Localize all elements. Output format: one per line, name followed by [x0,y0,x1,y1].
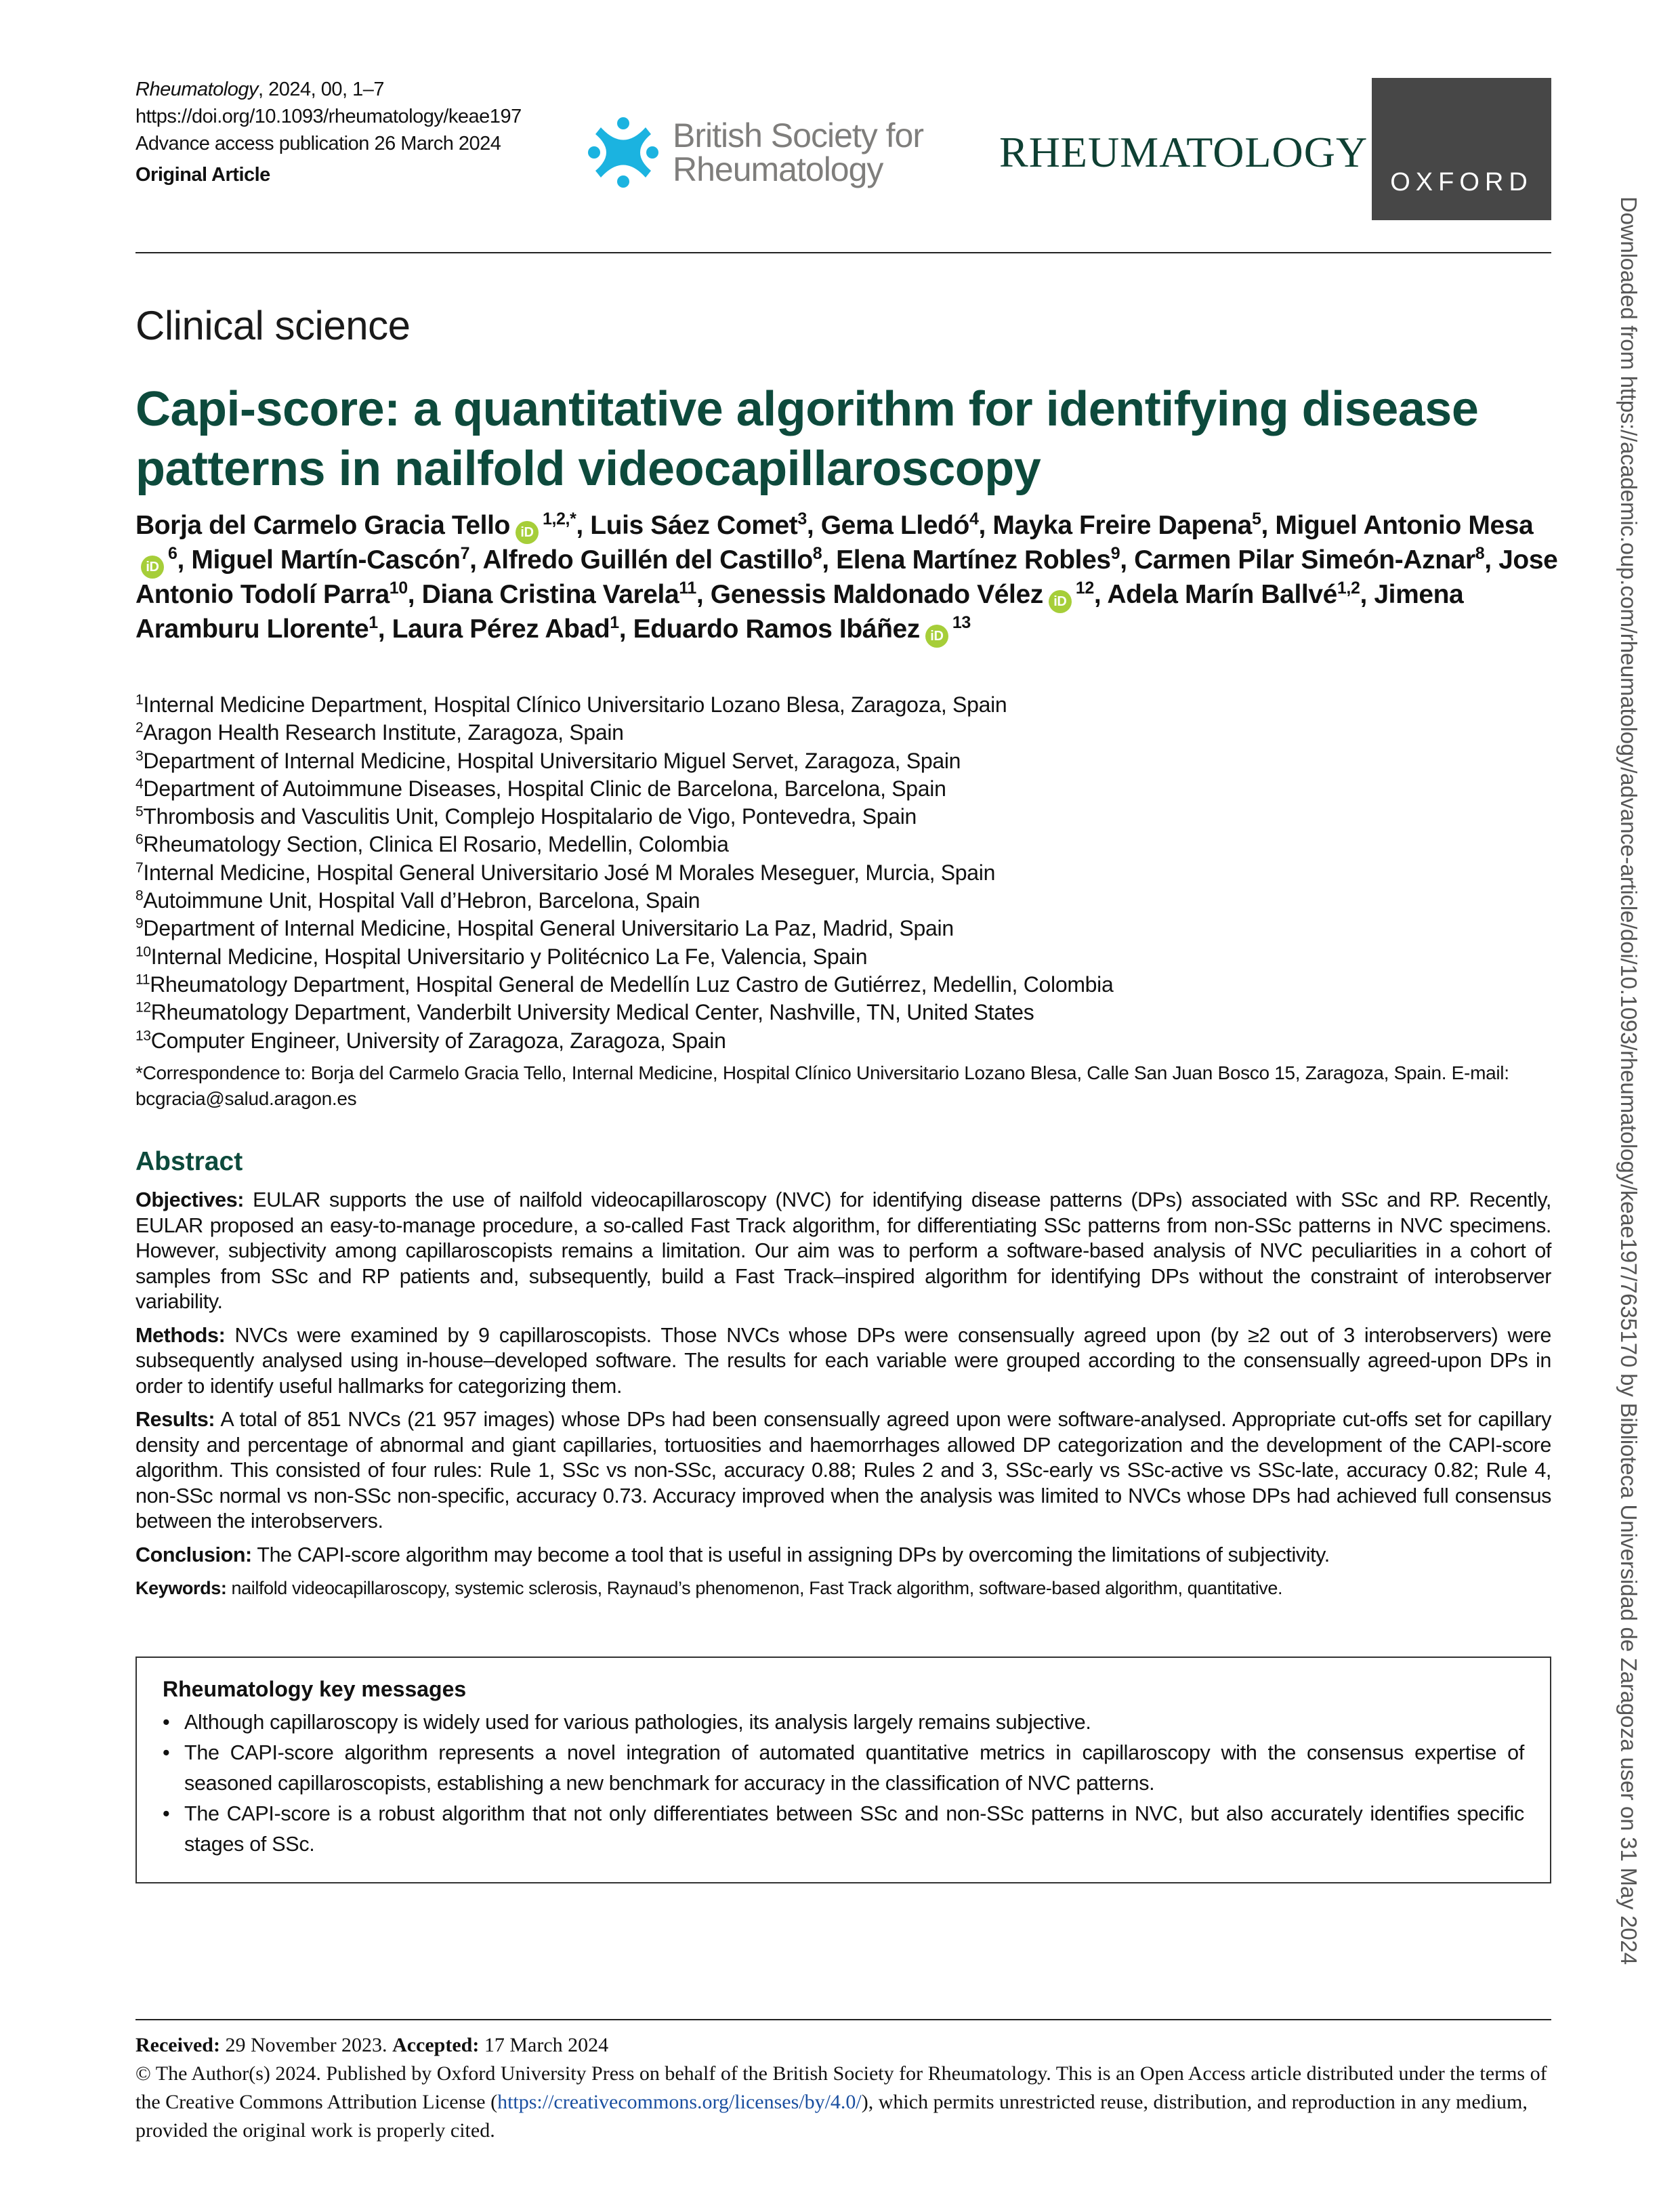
header-divider [135,252,1551,253]
conclusion-text: The CAPI-score algorithm may become a tool that is useful in assigning DPs by overcoming the limitations of subjectivity. [257,1543,1330,1566]
affiliation-number: 11 [135,972,150,988]
affiliation-text: Rheumatology Department, Vanderbilt University Medical Center, Nashville, TN, United States [150,1000,1034,1025]
accepted-label: Accepted: [392,2034,480,2056]
received-label: Received: [135,2034,220,2056]
author-affiliation-marker: 8 [812,544,822,563]
affiliation-number: 1 [135,692,144,708]
author [392,615,619,644]
abstract-methods [135,1323,1551,1400]
affiliation-list [135,691,1113,1055]
author-name: Gema Lledó [820,511,969,540]
abstract-heading: Abstract [135,1147,243,1176]
abstract-objectives [135,1188,1551,1315]
author-name: Diana Cristina Varela [421,580,679,609]
key-message: • The CAPI-score algorithm represents a novel integration of automated quantitative metrics in capillaroscopy with the consensus expertise of seasoned capillaroscopists, establishing a new benchmark for accuracy in the classification of NVC patterns. [163,1738,1524,1799]
orcid-icon[interactable]: iD [1049,590,1072,613]
author-name: Miguel Antonio Mesa [1275,511,1534,540]
author-name: Eduardo Ramos Ibáñez [633,615,920,644]
footer-divider [135,2019,1551,2020]
author-name: Mayka Freire Dapena [992,511,1252,540]
key-messages-box [135,1657,1551,1883]
author-affiliation-marker: 4 [969,509,979,528]
download-note: Downloaded from https://academic.oup.com/rheumatology/advance-article/doi/10.1093/rheumatology/keae197/7635170 by Biblioteca Universidad de Zaragoza user on 31 May 2024 [1616,196,1641,1965]
author-affiliation-marker: 1 [369,613,378,632]
orcid-icon[interactable]: iD [925,625,948,648]
author [483,545,822,575]
key-messages-heading: Rheumatology key messages [163,1677,467,1701]
affiliation [135,803,1113,831]
orcid-icon[interactable]: iD [516,521,539,544]
author-affiliation-marker: 13 [952,613,971,632]
affiliation-text: Internal Medicine Department, Hospital Clínico Universitario Lozano Blesa, Zaragoza, Spain [143,692,1007,717]
affiliation-number: 12 [135,999,151,1016]
bsr-figure-icon [586,115,660,190]
author-affiliation-marker: 3 [797,509,807,528]
key-message: • Although capillaroscopy is widely used for various pathologies, its analysis largely remains subjective. [163,1707,1524,1738]
license-text-b: ), which permits unrestricted reuse, distribution, and reproduction in any medium, provided the original work is properly cited. [135,2091,1528,2142]
author-affiliation-marker: 7 [460,544,470,563]
affiliation [135,887,1113,915]
article-type: Original Article [135,164,270,186]
key-message: • The CAPI-score is a robust algorithm that not only differentiates between SSc and non-SSc patterns in NVC, but also accurately identifies specific stages of SSc. [163,1799,1524,1860]
author [191,545,469,575]
affiliation [135,831,1113,858]
journal-name: Rheumatology [135,79,258,100]
doi-link[interactable]: https://doi.org/10.1093/rheumatology/keae197 [135,106,522,127]
affiliation [135,943,1113,971]
oxford-logo: OXFORD [1372,78,1551,220]
affiliation-number: 9 [135,915,144,932]
author [590,511,807,540]
article-title: Capi-score: a quantitative algorithm for identifying disease patterns in nailfold videocapillaroscopy [135,382,1479,496]
affiliation [135,747,1113,775]
affiliation [135,915,1113,942]
author-name: Jimena Aramburu Llorente [135,580,1464,644]
affiliation-text: Internal Medicine, Hospital Universitario y Politécnico La Fe, Valencia, Spain [150,944,868,969]
author-affiliation-marker: 5 [1251,509,1261,528]
author-name: Laura Pérez Abad [392,615,610,644]
affiliation-text: Computer Engineer, University of Zaragoza, Zaragoza, Spain [150,1028,726,1053]
affiliation-text: Department of Autoimmune Diseases, Hospital Clinic de Barcelona, Barcelona, Spain [143,776,946,801]
license-text [135,2060,1551,2145]
license-text-a: © The Author(s) 2024. Published by Oxford University Press on behalf of the British Society for Rheumatology. This is an Open Access article distributed under the terms of the Creative Commons Attribution License ( [135,2062,1547,2113]
journal-wordmark: RHEUMATOLOGY [999,128,1368,176]
results-label: Results: [135,1408,215,1431]
received-date: 29 November 2023. [225,2034,387,2056]
affiliation-text: Aragon Health Research Institute, Zaragoza, Spain [143,720,624,745]
abstract-conclusion [135,1543,1551,1568]
author [836,545,1120,575]
author [135,511,576,540]
objectives-label: Objectives: [135,1188,245,1211]
citation-header [135,76,522,188]
affiliation-text: Autoimmune Unit, Hospital Vall d’Hebron, Barcelona, Spain [143,888,700,913]
author-list: Borja del Carmelo Gracia Tello $iD^{1,2,*}$, Luis Sáez Comet$^3$, Gema Lledó$^4$, Mayka Freire Dapena$^5$, Miguel Antonio MesaiD$^6$, Miguel Martín-Cascón$^7$, Alfredo Guillén del Castillo$^8$, Elena Martínez Robles$^9$, Carmen Pilar Simeón-Aznar$^8$, Jose Antonio Todolí Parra$^{10}$, Diana Cristina Varela$^{11}$, Genessis Maldonado Vélez $iD^{12}$, Adela Marín Ballvé$^{1,2}$, Jimena Aramburu Llorente$^1$, Laura Pérez Abad$^1$, Eduardo Ramos Ibáñez $iD^{13}$ [135,509,1558,648]
methods-label: Methods: [135,1323,226,1347]
keywords [135,1576,1551,1602]
affiliation-number: 5 [135,804,144,820]
abstract-body [135,1188,1551,1610]
affiliation-number: 4 [135,776,144,792]
keywords-text: nailfold videocapillaroscopy, systemic sclerosis, Raynaud’s phenomenon, Fast Track algorithm, software-based algorithm, quantitative. [231,1578,1283,1598]
bsr-logo [586,115,923,190]
affiliation-number: 8 [135,888,144,904]
abstract-results [135,1407,1551,1535]
affiliation-number: 7 [135,860,144,876]
author [711,580,1094,609]
affiliation-number: 10 [135,944,151,960]
orcid-icon[interactable]: iD [141,556,164,579]
affiliation [135,719,1113,747]
author-name: Jose Antonio Todolí Parra [135,545,1558,609]
affiliation-number: 2 [135,720,144,736]
objectives-text: EULAR supports the use of nailfold videocapillaroscopy (NVC) for identifying disease patterns (DPs) associated with SSc and RP. Recently, EULAR proposed an easy-to-manage procedure, a so-called Fast Track algorithm, for differentiating SSc patterns from non-SSc patterns in NVC specimens. However, subjectivity among capillaroscopists remains a limitation. Our aim was to perform a software-based analysis of NVC peculiarities in a cohort of samples from SSc and RP patients and, subsequently, build a Fast Track–inspired algorithm for identifying DPs without the constraint of interobserver variability. [135,1188,1551,1313]
correspondence: *Correspondence to: Borja del Carmelo Gracia Tello, Internal Medicine, Hospital Clínico Universitario Lozano Blesa, Calle San Juan Bosco 15, Zaragoza, Spain. E-mail: bcgracia@salud.aragon.es [135,1062,1509,1109]
footer [135,2031,1551,2145]
bsr-line-2: Rheumatology [673,150,883,188]
author-name: Borja del Carmelo Gracia Tello [135,511,510,540]
author-name: Luis Sáez Comet [590,511,798,540]
affiliation-text: Rheumatology Department, Hospital General de Medellín Luz Castro de Gutiérrez, Medellin, Colombia [150,972,1114,997]
author-affiliation-marker: 9 [1110,544,1120,563]
affiliation-number: 3 [135,747,144,764]
download-watermark [1616,196,1643,2005]
license-link[interactable]: https://creativecommons.org/licenses/by/4.0/ [497,2091,862,2113]
author-name: Genessis Maldonado Vélez [710,580,1043,609]
author [821,511,979,540]
author [633,615,971,644]
author-name: Adela Marín Ballvé [1107,580,1337,609]
affiliation [135,971,1113,999]
author [422,580,696,609]
author-affiliation-marker: 8 [1475,544,1485,563]
section-label: Clinical science [135,303,411,348]
author-affiliation-marker: 6 [168,544,177,563]
methods-text: NVCs were examined by 9 capillaroscopists. Those NVCs whose DPs were consensually agreed upon (by ≥2 out of 3 interobservers) were subsequently analysed using in-house–developed software. The results for each variable were grouped according to the consensually agreed-upon DPs in order to identify useful hallmarks for categorizing them. [135,1323,1551,1398]
results-text: A total of 851 NVCs (21 957 images) whose DPs had been consensually agreed upon were software-analysed. Appropriate cut-offs set for capillary density and percentage of abnormal and giant capillaries, tortuosities and haemorrhages allowed DP categorization and the development of the CAPI-score algorithm. This consisted of four rules: Rule 1, SSc vs non-SSc, accuracy 0.88; Rules 2 and 3, SSc-early vs SSc-active vs SSc-late, accuracy 0.82; Rule 4, non-SSc normal vs non-SSc non-specific, accuracy 0.73. Accuracy improved when the analysis was limited to NVCs whose DPs had achieved full consensus between the interobservers. [135,1408,1551,1533]
author [992,511,1261,540]
affiliation-text: Department of Internal Medicine, Hospital General Universitario La Paz, Madrid, Spain [143,916,954,941]
author-affiliation-marker: 1 [610,613,619,632]
affiliation-number: 6 [135,831,144,848]
author-affiliation-marker: 1,2,* [542,509,576,528]
affiliation [135,691,1113,719]
author-affiliation-marker: 10 [389,579,408,598]
affiliation-text: Department of Internal Medicine, Hospital Universitario Miguel Servet, Zaragoza, Spain [143,748,961,773]
author-affiliation-marker: 1,2 [1337,579,1360,598]
author-affiliation-marker: 11 [679,579,696,598]
author-affiliation-marker: 12 [1075,579,1094,598]
affiliation-number: 13 [135,1027,151,1043]
author-name: Elena Martínez Robles [836,545,1111,575]
affiliation-text: Thrombosis and Vasculitis Unit, Complejo Hospitalario de Vigo, Pontevedra, Spain [143,804,917,829]
author-name: Carmen Pilar Simeón-Aznar [1134,545,1475,575]
author-name: Miguel Martín-Cascón [191,545,461,575]
affiliation [135,999,1113,1026]
affiliation-text: Rheumatology Section, Clinica El Rosario, Medellin, Colombia [143,832,729,857]
affiliation-text: Internal Medicine, Hospital General Universitario José M Morales Meseguer, Murcia, Spain [143,860,996,885]
keywords-label: Keywords: [135,1578,227,1598]
author-name: Alfredo Guillén del Castillo [482,545,813,575]
affiliation [135,859,1113,887]
conclusion-label: Conclusion: [135,1543,252,1566]
bsr-line-1: British Society for [673,117,924,154]
author [1134,545,1484,575]
author [1107,580,1360,609]
affiliation [135,775,1113,803]
affiliation [135,1027,1113,1055]
advance-access-date: Advance access publication 26 March 2024 [135,133,501,154]
citation-details: , 2024, 00, 1–7 [258,79,384,100]
accepted-date: 17 March 2024 [484,2034,609,2056]
